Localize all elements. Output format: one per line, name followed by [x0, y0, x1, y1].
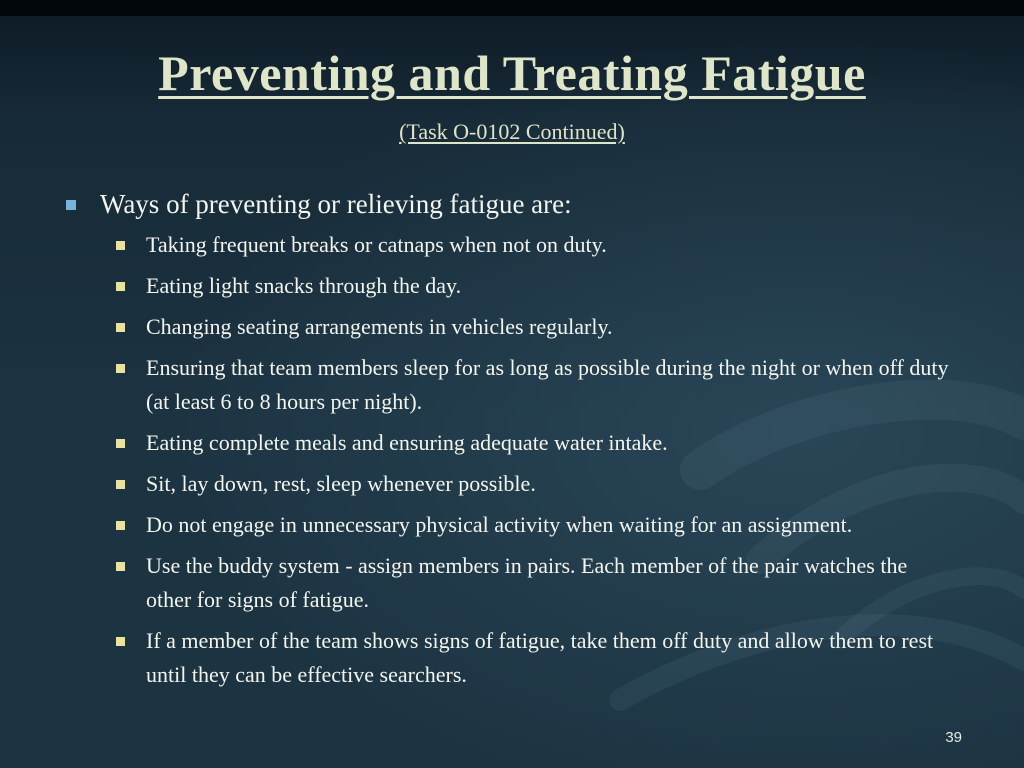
sub-bullet-list	[60, 228, 950, 692]
list-item	[60, 310, 950, 344]
list-item-text: If a member of the team shows signs of fatigue, take them off duty and allow them to rest until they can be effective searchers.	[146, 628, 934, 687]
list-item-text: Use the buddy system - assign members in pairs. Each member of the pair watches the other for signs of fatigue.	[146, 553, 908, 612]
square-bullet-icon	[116, 282, 125, 291]
square-bullet-icon	[66, 200, 76, 210]
slide-title: Preventing and Treating Fatigue	[158, 45, 866, 101]
square-bullet-icon	[116, 521, 125, 530]
page-number: 39	[945, 729, 962, 746]
main-bullet-item	[60, 186, 950, 222]
list-item	[60, 624, 950, 692]
square-bullet-icon	[116, 241, 125, 250]
square-bullet-icon	[116, 562, 125, 571]
square-bullet-icon	[116, 323, 125, 332]
list-item	[60, 228, 950, 262]
main-bullet-text: Ways of preventing or relieving fatigue are:	[100, 189, 572, 219]
square-bullet-icon	[116, 439, 125, 448]
list-item-text: Eating complete meals and ensuring adequate water intake.	[146, 430, 668, 455]
slide-subtitle: (Task O-0102 Continued)	[399, 119, 625, 144]
square-bullet-icon	[116, 364, 125, 373]
list-item-text: Taking frequent breaks or catnaps when not on duty.	[146, 232, 607, 257]
list-item-text: Do not engage in unnecessary physical activity when waiting for an assignment.	[146, 512, 853, 537]
list-item-text: Ensuring that team members sleep for as long as possible during the night or when off duty (at least 6 to 8 hours per night).	[146, 355, 949, 414]
list-item	[60, 467, 950, 501]
list-item	[60, 351, 950, 419]
list-item	[60, 269, 950, 303]
list-item-text: Changing seating arrangements in vehicles regularly.	[146, 314, 613, 339]
bullet-content	[60, 186, 950, 699]
list-item	[60, 549, 950, 617]
list-item	[60, 508, 950, 542]
list-item-text: Eating light snacks through the day.	[146, 273, 462, 298]
list-item	[60, 426, 950, 460]
list-item-text: Sit, lay down, rest, sleep whenever possible.	[146, 471, 536, 496]
square-bullet-icon	[116, 480, 125, 489]
square-bullet-icon	[116, 637, 125, 646]
